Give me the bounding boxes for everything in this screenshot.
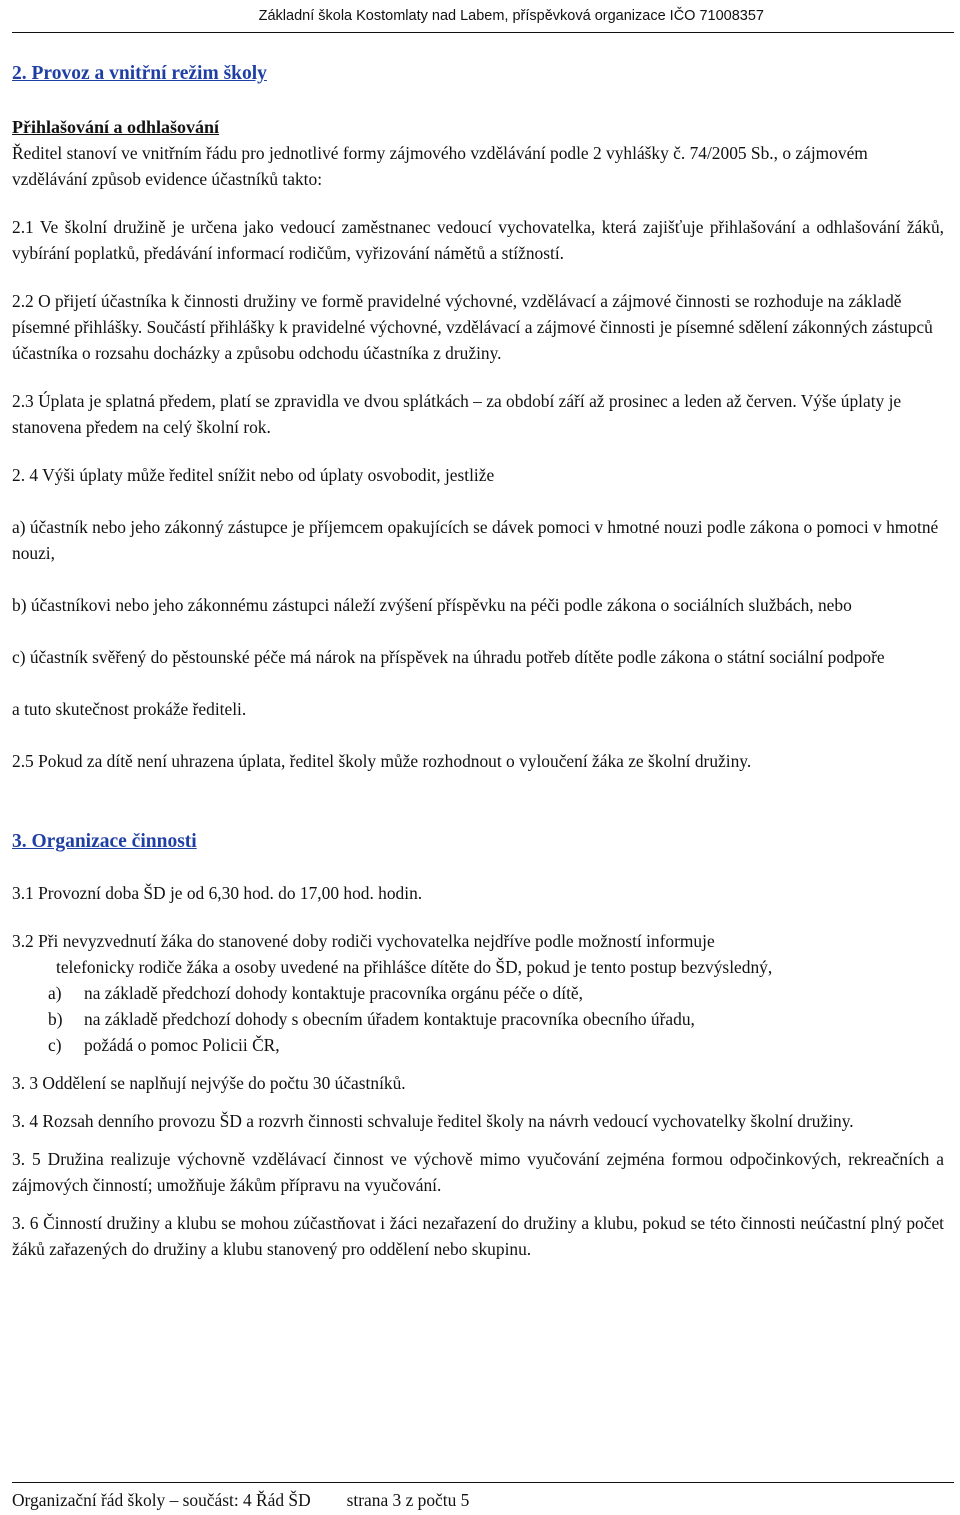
- paragraph-3-4: 3. 4 Rozsah denního provozu ŠD a rozvrh činnosti schvaluje ředitel školy na návrh vedoucí vychovatelky školní družiny.: [12, 1111, 854, 1131]
- footer-divider: [12, 1482, 954, 1483]
- paragraph-3-5: 3. 5 Družina realizuje výchovně vzdělávací činnost ve výchově mimo vyučování zejména formou odpočinkových, rekreačních a zájmových činností; umožňuje žákům přípravu na vyučování.: [12, 1149, 944, 1195]
- paragraph-3-2-first: 3.2 Při nevyzvednutí žáka do stanovené doby rodiči vychovatelka nejdříve podle možností informuje: [12, 931, 715, 951]
- subheading-prihlasovani: Přihlašování a odhlašování: [12, 117, 220, 137]
- list-item: [48, 1032, 944, 1058]
- header-divider: [12, 32, 954, 33]
- list-item-text: na základě předchozí dohody s obecním úřadem kontaktuje pracovníka obecního úřadu,: [84, 1009, 695, 1029]
- paragraph-intro: Ředitel stanoví ve vnitřním řádu pro jednotlivé formy zájmového vzdělávání podle 2 vyhlášky č. 74/2005 Sb., o zájmovém vzdělávání způsob evidence účastníků takto:: [12, 143, 868, 189]
- paragraph-2-4-end: a tuto skutečnost prokáže řediteli.: [12, 699, 247, 719]
- paragraph-2-4: 2. 4 Výši úplaty může ředitel snížit nebo od úplaty osvobodit, jestliže: [12, 465, 495, 485]
- paragraph-2-4-a: a) účastník nebo jeho zákonný zástupce je příjemcem opakujících se dávek pomoci v hmotné nouzi podle zákona o pomoci v hmotné nouzi,: [12, 517, 939, 563]
- paragraph-2-4-c: c) účastník svěřený do pěstounské péče má nárok na příspěvek na úhradu potřeb dítěte podle zákona o státní sociální podpoře: [12, 647, 885, 667]
- paragraph-2-4-b: b) účastníkovi nebo jeho zákonnému zástupci náleží zvýšení příspěvku na péči podle zákona o sociálních službách, nebo: [12, 595, 852, 615]
- paragraph-2-2: 2.2 O přijetí účastníka k činnosti družiny ve formě pravidelné výchovné, vzdělávací a zájmové činnosti se rozhoduje na základě písemné přihlášky. Součástí přihlášky k pravidelné výchovné, vzdělávací a zájmové činnosti je písemné sdělení zákonných zástupců účastníka o rozsahu docházky a způsobu odchodu účastníka z družiny.: [12, 291, 933, 363]
- section-heading-organizace: 3. Organizace činnosti: [12, 831, 197, 852]
- paragraph-3-6: 3. 6 Činností družiny a klubu se mohou zúčastňovat i žáci nezařazení do družiny a klubu, pokud se této činnosti neúčastní plný počet žáků zařazených do družiny a klubu stanovený pro oddělení nebo skupinu.: [12, 1213, 944, 1259]
- list-item-letter: b): [48, 1009, 63, 1029]
- paragraph-2-5: 2.5 Pokud za dítě není uhrazena úplata, ředitel školy může rozhodnout o vyloučení žáka ze školní družiny.: [12, 751, 752, 771]
- paragraph-2-3: 2.3 Úplata je splatná předem, platí se zpravidla ve dvou splátkách – za období září až prosinec a leden až červen. Výše úplaty je stanovena předem na celý školní rok.: [12, 391, 902, 437]
- list-item: [48, 980, 944, 1006]
- list-item: [48, 1006, 944, 1032]
- document-body: [12, 60, 944, 1262]
- paragraph-2-1: 2.1 Ve školní družině je určena jako vedoucí zaměstnanec vedoucí vychovatelka, která zajišťuje přihlašování a odhlašování žáků, vybírání poplatků, předávání informací rodičům, vyřizování námětů a stížností.: [12, 217, 944, 263]
- list-item-letter: a): [48, 983, 62, 1003]
- page-footer: [12, 1487, 469, 1513]
- footer-page-number: strana 3 z počtu 5: [346, 1490, 470, 1510]
- paragraph-3-3: 3. 3 Oddělení se naplňují nejvýše do počtu 30 účastníků.: [12, 1073, 406, 1093]
- list-item-text: požádá o pomoc Policii ČR,: [84, 1035, 280, 1055]
- section-heading-provoz: 2. Provoz a vnitřní režim školy: [12, 63, 267, 84]
- paragraph-3-1: 3.1 Provozní doba ŠD je od 6,30 hod. do 17,00 hod. hodin.: [12, 883, 423, 903]
- page-header: Základní škola Kostomlaty nad Labem, příspěvková organizace IČO 71008357: [258, 8, 764, 24]
- list-3-2: [12, 980, 944, 1058]
- list-item-text: na základě předchozí dohody kontaktuje pracovníka orgánu péče o dítě,: [84, 983, 583, 1003]
- footer-document-name: Organizační řád školy – součást: 4 Řád ŠD: [12, 1490, 311, 1510]
- paragraph-3-2-rest: telefonicky rodiče žáka a osoby uvedené na přihlášce dítěte do ŠD, pokud je tento postup bezvýsledný,: [56, 957, 773, 977]
- list-item-letter: c): [48, 1035, 62, 1055]
